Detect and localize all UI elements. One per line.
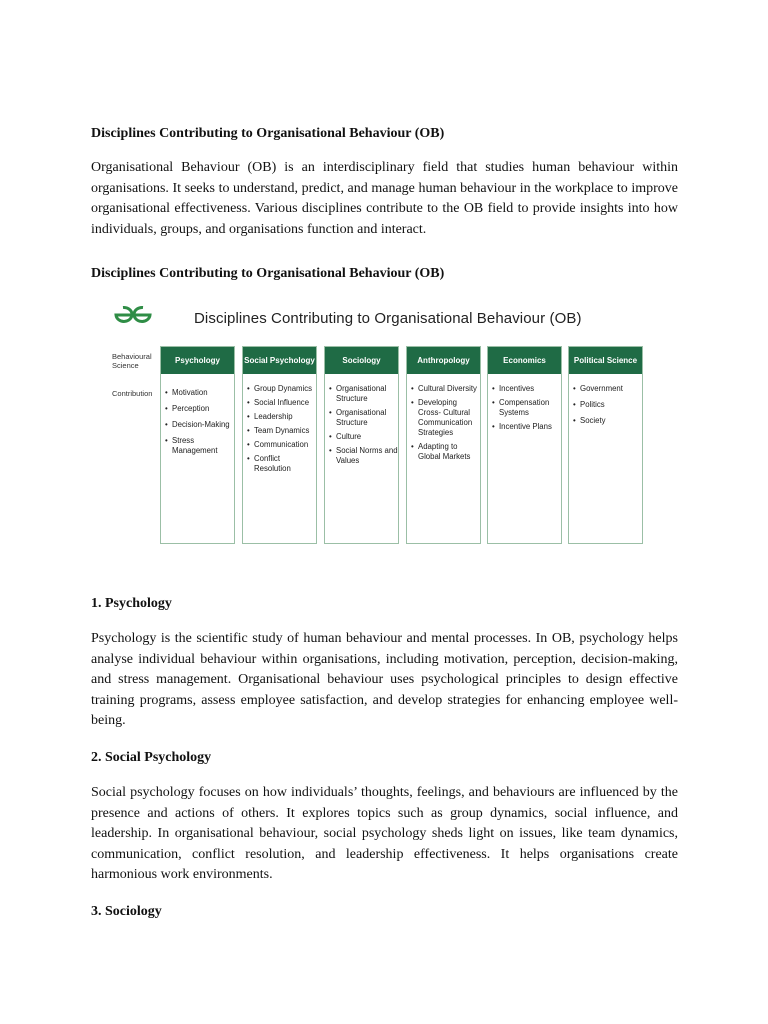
column-header: Sociology	[325, 347, 398, 374]
column-header: Social Psychology	[243, 347, 316, 374]
column-economics	[487, 346, 562, 544]
list-item: • Government	[573, 384, 642, 394]
list-item: • Conflict Resolution	[247, 454, 316, 474]
intro-paragraph: Organisational Behaviour (OB) is an interdisciplinary field that studies human behaviour within organisations. It seeks to understand, predict, and manage human behaviour in the workplace to improve organisational effectiveness. Various disciplines contribute to the OB field to provide insights into how individuals, groups, and organisations function and interact.	[91, 160, 678, 237]
list-item: • Organisational Structure	[329, 384, 398, 404]
row-label-contribution: Contribution	[112, 389, 153, 398]
section-heading-sociology: 3. Sociology	[91, 904, 162, 919]
list-item: • Society	[573, 416, 642, 426]
section-text-psychology: Psychology is the scientific study of human behaviour and mental processes. In OB, psychology helps analyse individual behaviour within organisations, including motivation, perception, decision-making, and stress management. Organisational behaviour uses psychological principles to design effective training programs, assess employee satisfaction, and develop strategies for enhancing employee well-being.	[91, 631, 678, 729]
figure-heading: Disciplines Contributing to Organisational Behaviour (OB)	[91, 266, 445, 281]
section-heading-psychology: 1. Psychology	[91, 596, 172, 611]
list-item: • Decision-Making	[165, 420, 234, 430]
list-item: • Social Norms and Values	[329, 446, 398, 466]
section-text-social-psychology: Social psychology focuses on how individuals’ thoughts, feelings, and behaviours are influenced by the presence and actions of others. It explores topics such as group dynamics, social influence, and leadership. In organisational behaviour, social psychology sheds light on issues, like team dynamics, communication, conflict resolution, and leadership effectiveness. It helps organisations create harmonious work environments.	[91, 785, 678, 883]
list-item: • Politics	[573, 400, 642, 410]
row-label-behavioural-science: Behavioural Science	[112, 352, 152, 370]
column-header: Political Science	[569, 347, 642, 374]
list-item: • Stress Management	[165, 436, 234, 456]
column-header: Economics	[488, 347, 561, 374]
list-item: • Perception	[165, 404, 234, 414]
list-item: • Team Dynamics	[247, 426, 316, 436]
column-political-science	[568, 346, 643, 544]
list-item: • Cultural Diversity	[411, 384, 480, 394]
list-item: • Adapting to Global Markets	[411, 442, 480, 462]
column-social-psychology	[242, 346, 317, 544]
list-item: • Incentives	[492, 384, 561, 394]
doc-title: Disciplines Contributing to Organisational Behaviour (OB)	[91, 126, 445, 141]
disciplines-figure	[110, 298, 645, 550]
list-item: • Social Influence	[247, 398, 316, 408]
list-item: • Incentive Plans	[492, 422, 561, 432]
list-item: • Compensation Systems	[492, 398, 561, 418]
list-item: • Communication	[247, 440, 316, 450]
column-header: Anthropology	[407, 347, 480, 374]
column-psychology	[160, 346, 235, 544]
list-item: • Group Dynamics	[247, 384, 316, 394]
column-header: Psychology	[161, 347, 234, 374]
list-item: • Developing Cross- Cultural Communication Strategies	[411, 398, 480, 438]
column-anthropology	[406, 346, 481, 544]
section-heading-social-psychology: 2. Social Psychology	[91, 750, 212, 765]
column-sociology	[324, 346, 399, 544]
list-item: • Organisational Structure	[329, 408, 398, 428]
figure-title: Disciplines Contributing to Organisational Behaviour (OB)	[194, 310, 582, 327]
list-item: • Culture	[329, 432, 398, 442]
gfg-logo-icon	[113, 304, 153, 326]
list-item: • Leadership	[247, 412, 316, 422]
list-item: • Motivation	[165, 388, 234, 398]
